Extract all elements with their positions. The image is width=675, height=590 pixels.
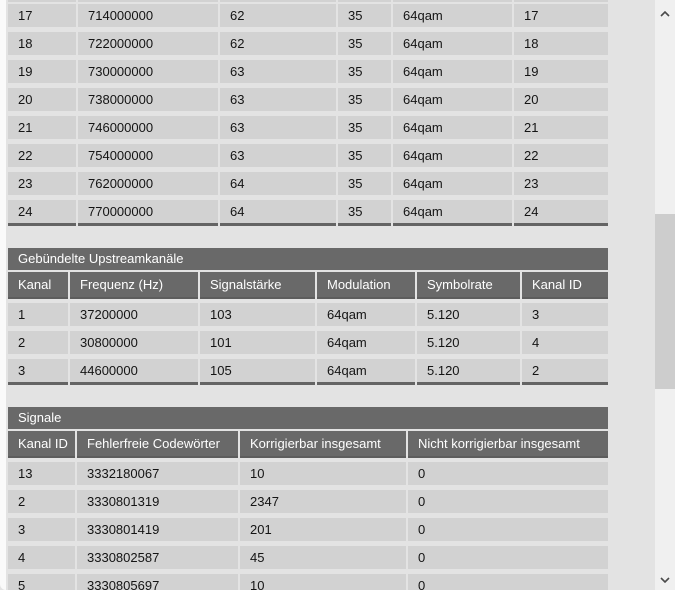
table-cell: 1: [8, 303, 68, 326]
table-row: [8, 200, 608, 226]
table-cell: 17: [8, 4, 76, 27]
table-cell: 4: [522, 331, 608, 354]
column-header: Symbolrate: [417, 272, 520, 299]
table-cell: 2: [522, 359, 608, 385]
table-row: [8, 116, 608, 139]
table-cell: 0: [408, 546, 608, 569]
table-cell: 62: [220, 32, 336, 55]
table-cell: 64qam: [393, 172, 512, 195]
column-header: Kanal: [8, 272, 68, 299]
table-row: [8, 490, 608, 513]
table-cell: 63: [220, 116, 336, 139]
table-cell: 64: [220, 200, 336, 226]
table-cell: 35: [338, 4, 391, 27]
table-cell: 754000000: [78, 144, 218, 167]
table-cell: 45: [240, 546, 406, 569]
table-cell: 730000000: [78, 60, 218, 83]
table-cell: 3330802587: [77, 546, 238, 569]
table-cell: 35: [338, 60, 391, 83]
table-cell: 64qam: [393, 4, 512, 27]
table-cell: 24: [8, 200, 76, 226]
table-cell: 64qam: [393, 116, 512, 139]
table-row: [8, 518, 608, 541]
column-header: Modulation: [317, 272, 415, 299]
vertical-scrollbar[interactable]: [655, 0, 675, 590]
column-header: Frequenz (Hz): [70, 272, 198, 299]
downstream-table-body: [8, 4, 608, 226]
table-row: [8, 462, 608, 485]
table-row: [8, 32, 608, 55]
table-cell: 3330801419: [77, 518, 238, 541]
table-cell: 10: [240, 574, 406, 590]
table-cell: 5.120: [417, 359, 520, 385]
table-cell: 3: [8, 518, 75, 541]
table-cell: 3: [522, 303, 608, 326]
chevron-up-icon: [660, 5, 670, 20]
table-cell: 35: [338, 172, 391, 195]
table-row: [8, 574, 608, 590]
table-cell: 35: [338, 200, 391, 226]
table-cell: 20: [8, 88, 76, 111]
table-cell: 5: [8, 574, 75, 590]
table-cell: 4: [8, 546, 75, 569]
table-cell: 24: [514, 200, 608, 226]
column-header: Korrigierbar insgesamt: [240, 431, 406, 458]
upstream-table-header-row: [8, 272, 608, 299]
panel-left-border: [0, 0, 6, 590]
table-cell: 3: [8, 359, 68, 385]
table-cell: 22: [8, 144, 76, 167]
table-cell: 64qam: [317, 331, 415, 354]
section-gap: [8, 390, 608, 407]
table-cell: 105: [200, 359, 315, 385]
table-cell: 746000000: [78, 116, 218, 139]
table-cell: 17: [514, 4, 608, 27]
table-cell: 64qam: [393, 88, 512, 111]
table-cell: 35: [338, 32, 391, 55]
table-cell: 64qam: [393, 60, 512, 83]
table-cell: 64qam: [317, 359, 415, 385]
upstream-channels-table: [8, 248, 608, 385]
column-header: Kanal ID: [522, 272, 608, 299]
table-cell: 35: [338, 88, 391, 111]
table-cell: 762000000: [78, 172, 218, 195]
table-cell: 63: [220, 60, 336, 83]
table-cell: 2: [8, 331, 68, 354]
table-cell: 19: [514, 60, 608, 83]
table-row: [8, 303, 608, 326]
table-cell: 18: [514, 32, 608, 55]
column-header: Fehlerfreie Codewörter: [77, 431, 238, 458]
table-cell: 20: [514, 88, 608, 111]
table-row: [8, 88, 608, 111]
table-cell: 3330801319: [77, 490, 238, 513]
table-cell: 0: [408, 574, 608, 590]
table-cell: 30800000: [70, 331, 198, 354]
table-cell: 2347: [240, 490, 406, 513]
table-cell: 21: [8, 116, 76, 139]
table-cell: 63: [220, 144, 336, 167]
table-cell: 21: [514, 116, 608, 139]
table-cell: 2: [8, 490, 75, 513]
table-cell: 63: [220, 88, 336, 111]
table-row: [8, 4, 608, 27]
table-cell: 22: [514, 144, 608, 167]
table-cell: 64: [220, 172, 336, 195]
signals-table-body: [8, 462, 608, 590]
section-gap: [8, 231, 608, 248]
table-cell: 0: [408, 490, 608, 513]
upstream-table-body: [8, 303, 608, 385]
scrollbar-thumb[interactable]: [655, 214, 675, 389]
table-cell: 201: [240, 518, 406, 541]
channel-tables-content: [8, 0, 608, 590]
table-cell: 37200000: [70, 303, 198, 326]
table-cell: 64qam: [393, 200, 512, 226]
table-cell: 3332180067: [77, 462, 238, 485]
signals-table-header-row: [8, 431, 608, 458]
table-cell: 23: [8, 172, 76, 195]
table-cell: 35: [338, 116, 391, 139]
column-header: Nicht korrigierbar insgesamt: [408, 431, 608, 458]
table-row: [8, 546, 608, 569]
chevron-down-icon: [660, 571, 670, 586]
signals-table: [8, 407, 608, 590]
table-cell: 101: [200, 331, 315, 354]
scroll-down-button[interactable]: [655, 568, 675, 588]
table-row: [8, 172, 608, 195]
downstream-channels-table: [8, 0, 608, 226]
table-cell: 103: [200, 303, 315, 326]
table-cell: 64qam: [317, 303, 415, 326]
table-cell: 13: [8, 462, 75, 485]
table-row: [8, 359, 608, 385]
table-cell: 0: [408, 518, 608, 541]
table-cell: 5.120: [417, 303, 520, 326]
table-cell: 738000000: [78, 88, 218, 111]
table-cell: 44600000: [70, 359, 198, 385]
table-cell: 64qam: [393, 144, 512, 167]
table-cell: 62: [220, 4, 336, 27]
table-cell: 770000000: [78, 200, 218, 226]
table-cell: 3330805697: [77, 574, 238, 590]
partial-row-sliver: [8, 0, 608, 2]
table-cell: 10: [240, 462, 406, 485]
table-row: [8, 60, 608, 83]
table-cell: 0: [408, 462, 608, 485]
table-cell: 64qam: [393, 32, 512, 55]
signals-table-title: Signale: [8, 407, 608, 429]
column-header: Kanal ID: [8, 431, 75, 458]
table-cell: 5.120: [417, 331, 520, 354]
table-cell: 23: [514, 172, 608, 195]
table-cell: 19: [8, 60, 76, 83]
upstream-table-title: Gebündelte Upstreamkanäle: [8, 248, 608, 270]
scroll-up-button[interactable]: [655, 2, 675, 22]
table-cell: 714000000: [78, 4, 218, 27]
table-cell: 722000000: [78, 32, 218, 55]
column-header: Signalstärke: [200, 272, 315, 299]
table-row: [8, 144, 608, 167]
table-row: [8, 331, 608, 354]
table-cell: 18: [8, 32, 76, 55]
table-cell: 35: [338, 144, 391, 167]
